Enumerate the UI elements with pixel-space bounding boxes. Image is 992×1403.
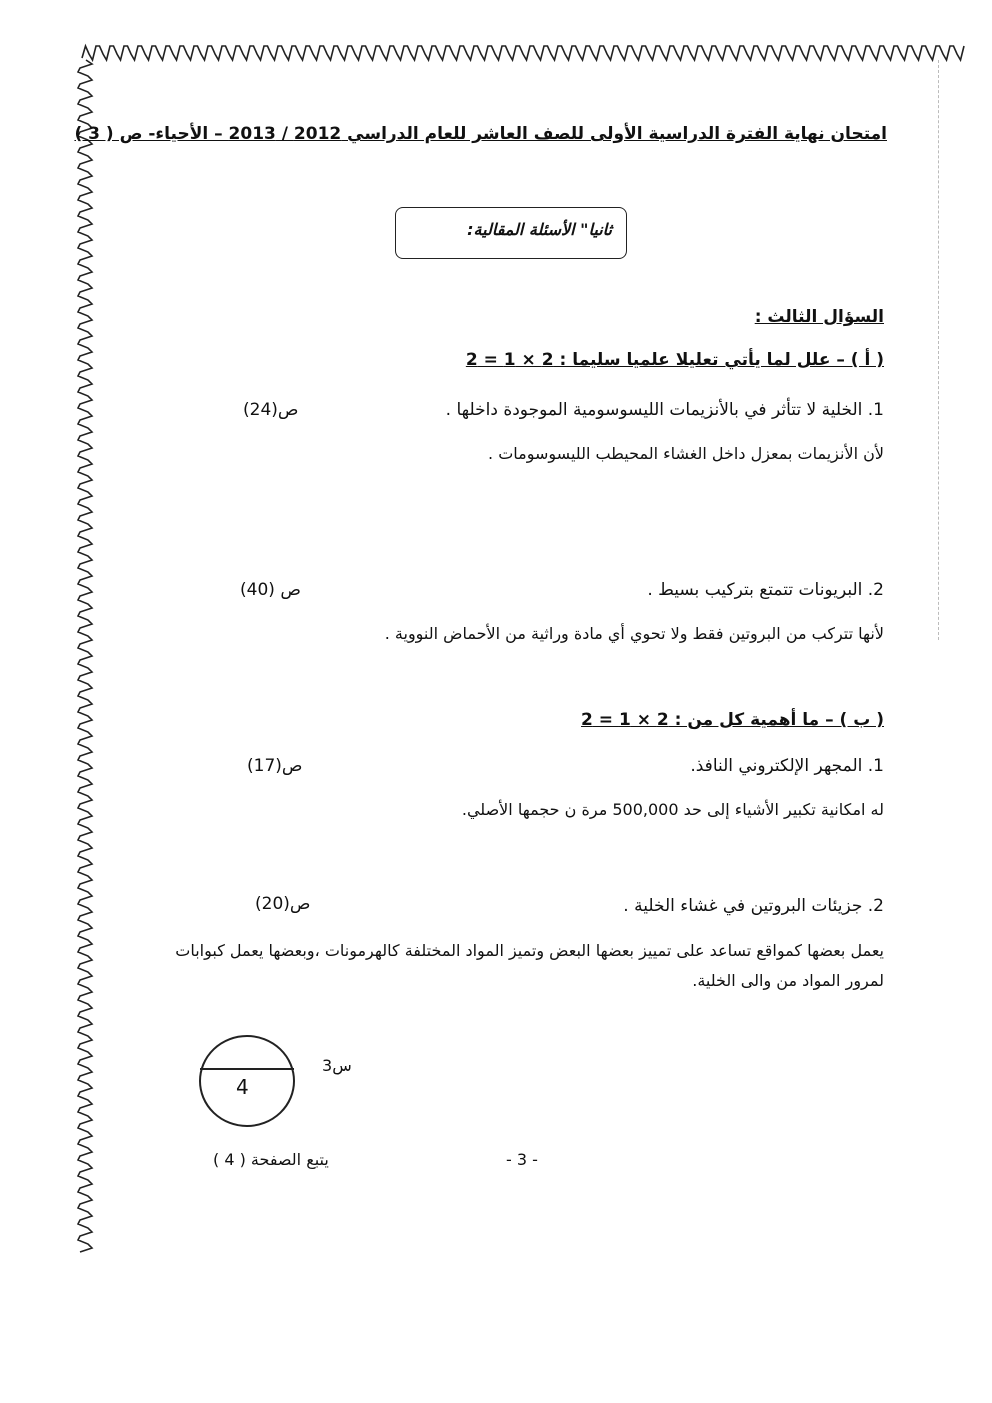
section-title: ثانيا" الأسئلة المقالية: [467, 220, 612, 239]
margin-marks [938, 60, 943, 640]
part-a-item-2-ref: ص (40) [240, 580, 301, 600]
question-title: السؤال الثالث : [754, 307, 884, 327]
score-oval [197, 1034, 301, 1130]
part-a-item-1-ref: ص(24) [243, 400, 299, 420]
part-a-title: ( أ ) – علل لما يأتي تعليلا علميا سليما : 2 × 1 = 2 [465, 350, 884, 370]
next-page-note: يتبع الصفحة ( 4 ) [213, 1150, 329, 1169]
part-a-item-2: 2. البريونات تتمتع بتركيب بسيط . [647, 580, 884, 600]
part-b-item-1-ref: ص(17) [247, 756, 303, 776]
page-number: - 3 - [506, 1150, 538, 1169]
part-b-item-2-answer: يعمل بعضها كمواقع تساعد على تمييز بعضها البعض وتميز المواد المختلفة كالهرمونات ،وبعضها يعمل كبوابات لمرور المواد من والى الخلية. [175, 941, 884, 990]
score-label: س3 [322, 1056, 352, 1075]
part-a-item-2-answer: لأنها تتركب من البروتين فقط ولا تحوي أي مادة وراثية من الأحماض النووية . [384, 624, 884, 643]
part-a-item-1-answer: لأن الأنزيمات بمعزل داخل الغشاء المحيطب الليسوسومات . [488, 444, 884, 463]
part-b-item-1-answer: له امكانية تكبير الأشياء إلى حد 500,000 مرة ن حجمها الأصلي. [461, 800, 884, 819]
part-b-item-2-ref: ص(20) [255, 894, 311, 914]
part-a-item-1: 1. الخلية لا تتأثر في بالأنزيمات الليسوسومية الموجودة داخلها . [445, 400, 884, 420]
part-b-item-1: 1. المجهر الإلكتروني النافذ. [690, 756, 884, 776]
part-b-title: ( ب ) – ما أهمية كل من : 2 × 1 = 2 [581, 710, 884, 730]
exam-header: امتحان نهاية الفترة الدراسية الأولى للصف العاشر للعام الدراسي 2012 / 2013 – الأحياء- ص ( 3 ) [74, 124, 887, 144]
score-value: 4 [236, 1075, 249, 1099]
part-b-item-2: 2. جزيئات البروتين في غشاء الخلية . [623, 896, 884, 916]
